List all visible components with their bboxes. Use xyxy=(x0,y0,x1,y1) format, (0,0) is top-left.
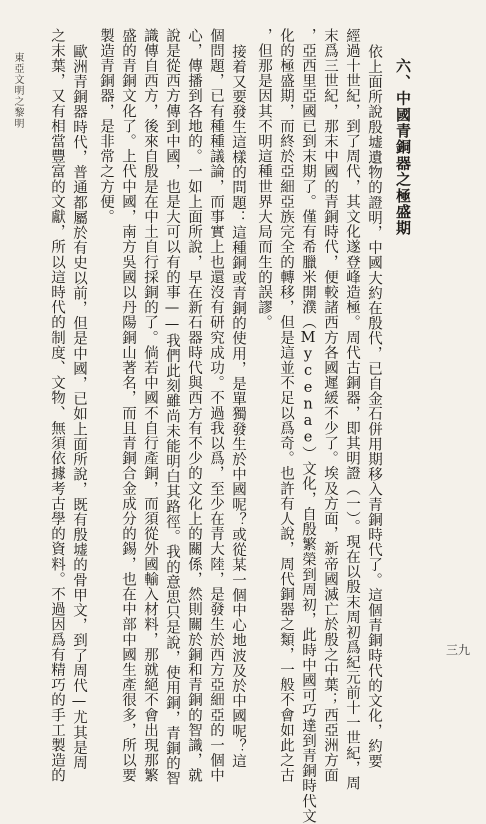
text-column: ，但那是因其不明這種世界大局而生的誤謬。 xyxy=(256,28,272,330)
text-column: 製造青銅器，是非常之方便。 xyxy=(98,28,114,225)
text-column: ，亞西里亞國已到末期了。僅有希臘米開濮（Mycenae）文化，自殷繁榮到周初，此時中國可巧達到青銅時代文 xyxy=(300,28,316,824)
text-column: 接着又要發生這樣的問題：這種銅或青銅的使用，是單獨發生於中國呢？或從某一個中心地波及於中國呢？這 xyxy=(230,44,246,769)
text-column: 依上面所說殷墟遺物的證明，中國大約在殷代，已自金石併用期移入青銅時代了。這個青銅時代的文化，約要 xyxy=(366,44,382,769)
running-title: 東亞文明之黎明 xyxy=(12,52,23,129)
text-column: 識傳自西方，後來自殷是在中土自行採銅的了。倘若中國不自行產銅，而須從外國輸入材料，那就絕不會出現那繁 xyxy=(142,28,158,783)
text-column: 說是從西方傳到中國，也是大可以有的事——我們此刻雖尚未能明白其路徑。我的意思只是說，使用銅，青銅的智 xyxy=(164,28,180,786)
text-column: 化的極盛期，而終於亞細亞族完全的轉移，但是這並不足以爲奇。也許有人說，周代銅器之類，一般不會如此之古 xyxy=(278,28,294,783)
page-number: 三九 xyxy=(445,643,470,657)
text-column: 經過十世紀，到了周代，其文化遂登峰造極。周代古銅器，即其明證（一）。現在以殷末周初爲紀元前十一世紀，周 xyxy=(344,28,360,791)
text-column: 歐洲青銅器時代，普通都屬於有史以前，但是中國，已如上面所說，既有殷墟的骨甲文，到了周代—尤其是周 xyxy=(71,44,87,771)
text-column: 末爲三世紀，那末中國的青銅時代，便較諸西方各國遲緩不少了。埃及方面，新帝國滅亡於殷之中葉；西亞洲方面 xyxy=(322,28,338,783)
text-column: 個問題，已有種種議論，而事實上也還沒有研究成功。不過我以爲，至少在青大陸，是發生於西方亞細亞的一個中 xyxy=(208,28,224,783)
section-heading: 六、中國青銅器之極盛期 xyxy=(394,58,412,237)
text-column: 盛的青銅文化了。上代中國，南方吳國以丹陽銅山著名，而且青銅合金成分的錫，也在中部中國生產很多，所以要 xyxy=(120,28,136,783)
text-column: 心，傳播到各地的。一如上面所說，早在新石器時代與西方有不少的文化上的關係，然則關於銅和青銅的智識，就 xyxy=(186,28,202,783)
text-column: 之末葉，又有相當豐富的文獻，所以這時代的制度、文物、無須依據考古學的資料。不過因爲有精巧的手工製造的 xyxy=(49,28,65,783)
